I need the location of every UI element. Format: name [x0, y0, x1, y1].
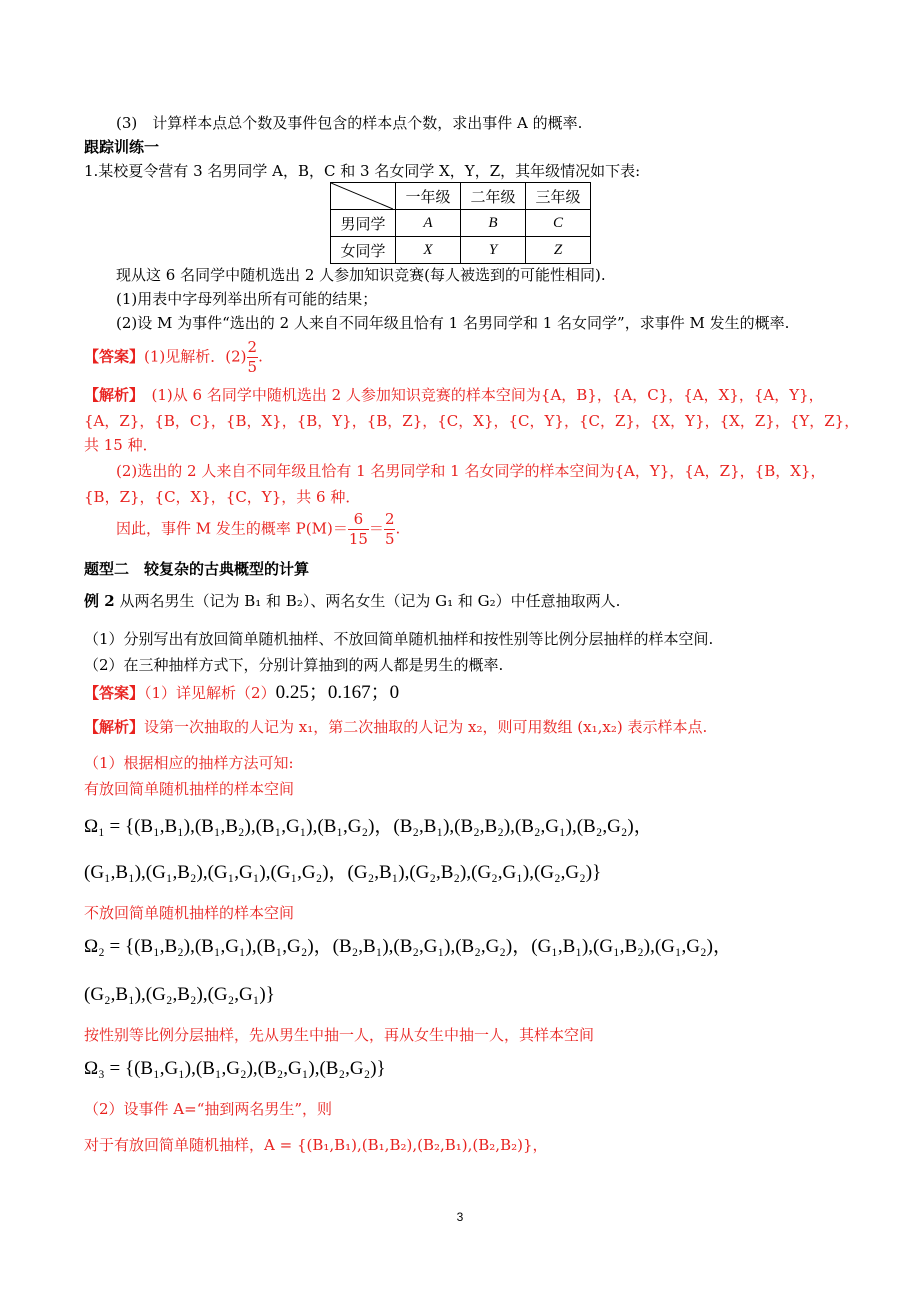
step-3-text: (3) 计算样本点总个数及事件包含的样本点个数，求出事件 A 的概率. — [116, 114, 583, 132]
example-2-part-1: （1）分别写出有放回简单随机抽样、不放回简单随机抽样和按性别等比例分层抽样的样本空间. — [84, 630, 714, 648]
table-cell: A — [396, 210, 461, 237]
solution-1-line-3: 共 15 种． — [84, 436, 158, 454]
answer-label: 【答案】 — [84, 684, 145, 702]
solution-label: 【解析】 — [84, 386, 137, 404]
example-2-part-2: （2）在三种抽样方式下，分别计算抽到的两人都是男生的概率. — [84, 656, 504, 674]
answer-1-fraction: $\frac{2}{5}$ — [247, 338, 258, 376]
sample-space-1-a: Ω₁ = {(B₁,B₁),(B₁,B₂),(B₁,G₁),(B₁,G₂)，(B₂,B₁),(B₂,B₂),(B₂,G₁),(B₂,G₂)， — [84, 816, 653, 837]
answer-1-text: (1)见解析．(2) — [144, 347, 247, 366]
table-row — [331, 237, 591, 264]
sample-space-2-b: (G₂,B₁),(G₂,B₂),(G₂,G₁)} — [84, 984, 275, 1005]
section-heading-practice: 跟踪训练一 — [84, 138, 160, 156]
question-1-text: 1.某校夏令营有 3 名男同学 A，B，C 和 3 名女同学 X，Y，Z，其年级情况如下表: — [84, 162, 641, 180]
table-corner-cell — [331, 183, 396, 210]
table-header: 三年级 — [526, 183, 591, 210]
solution-2-line-5: 按性别等比例分层抽样，先从男生中抽一人，再从女生中抽一人，其样本空间 — [84, 1026, 595, 1044]
solution-label: 【解析】 — [84, 718, 145, 736]
page-number: 3 — [456, 1210, 464, 1224]
fraction-2-5: $\frac{2}{5}$ — [384, 510, 395, 548]
question-1-part-1: (1)用表中字母列举出所有可能的结果； — [116, 290, 378, 308]
table-cell: Y — [461, 237, 526, 264]
table-header: 二年级 — [461, 183, 526, 210]
table-row-label: 男同学 — [331, 210, 396, 237]
sample-space-1-b: (G₁,B₁),(G₁,B₂),(G₁,G₁),(G₁,G₂)，(G₂,B₁),(G₂,B₂),(G₂,G₁),(G₂,G₂)} — [84, 862, 602, 883]
solution-2-line-2: （1）根据相应的抽样方法可知: — [84, 754, 294, 772]
table-cell: Z — [526, 237, 591, 264]
solution-1-line-1: 【解析】 (1)从 6 名同学中随机选出 2 人参加知识竞赛的样本空间为{A，B}，{A，C}，{A，X}，{A，Y}， — [84, 386, 824, 404]
table-cell: B — [461, 210, 526, 237]
answer-2-values: 0.25；0.167；0 — [275, 682, 400, 703]
sample-space-2-a: Ω₂ = {(B₁,B₂),(B₁,G₁),(B₁,G₂)，(B₂,B₁),(B₂,G₁),(B₂,G₂)，(G₁,B₁),(G₁,B₂),(G₁,G₂)， — [84, 936, 732, 957]
fraction-6-15: $\frac{6}{15}$ — [348, 510, 368, 548]
table-cell: C — [526, 210, 591, 237]
table-row — [331, 210, 591, 237]
answer-1: 【答案】(1)见解析．(2) $\frac{2}{5}$ . — [84, 338, 263, 376]
solution-2-line-6: （2）设事件 A=“抽到两名男生”，则 — [84, 1100, 333, 1118]
solution-2-line-1: 【解析】设第一次抽取的人记为 x₁，第二次抽取的人记为 x₂，则可用数组 (x₁,x₂) 表示样本点. — [84, 718, 708, 736]
table-row-label: 女同学 — [331, 237, 396, 264]
question-1-line-2: 现从这 6 名同学中随机选出 2 人参加知识竞赛(每人被选到的可能性相同). — [116, 266, 606, 284]
section-heading-type-2: 题型二 较复杂的古典概型的计算 — [84, 560, 310, 578]
table-header-row — [331, 183, 591, 210]
solution-1-line-2: {A，Z}，{B，C}，{B，X}，{B，Y}，{B，Z}，{C，X}，{C，Y}，{C，Z}，{X，Y}，{X，Z}，{Y，Z}， — [84, 412, 860, 430]
answer-label: 【答案】 — [84, 347, 145, 366]
example-2 — [84, 592, 620, 610]
solution-2-line-4: 不放回简单随机抽样的样本空间 — [84, 904, 295, 922]
solution-1-line-4: (2)选出的 2 人来自不同年级且恰有 1 名男同学和 1 名女同学的样本空间为{A，Y}，{A，Z}，{B，X}， — [116, 462, 826, 480]
solution-2-line-3: 有放回简单随机抽样的样本空间 — [84, 780, 295, 798]
answer-2: 【答案】（1）详见解析（2）0.25；0.167；0 — [84, 682, 400, 703]
diagonal-line — [331, 183, 393, 209]
solution-2-line-7: 对于有放回简单随机抽样，A = {(B₁,B₁),(B₁,B₂),(B₂,B₁),(B₂,B₂)}， — [84, 1136, 548, 1154]
grade-table — [330, 182, 591, 264]
example-label: 例 2 — [84, 592, 115, 610]
solution-1-probability: 因此，事件 M 发生的概率 P(M)＝ $\frac{6}{15}$ ＝ $\frac{2}{5}$ . — [116, 510, 401, 548]
question-1-part-2: (2)设 M 为事件“选出的 2 人来自不同年级且恰有 1 名男同学和 1 名女同学”，求事件 M 发生的概率. — [116, 314, 790, 332]
solution-1-line-5: {B，Z}，{C，X}，{C，Y}，共 6 种． — [84, 488, 361, 506]
example-2-text: 从两名男生（记为 B₁ 和 B₂）、两名女生（记为 G₁ 和 G₂）中任意抽取两人. — [119, 592, 621, 610]
sample-space-3: Ω₃ = {(B₁,G₁),(B₁,G₂),(B₂,G₁),(B₂,G₂)} — [84, 1058, 386, 1079]
table-cell: X — [396, 237, 461, 264]
table-header: 一年级 — [396, 183, 461, 210]
